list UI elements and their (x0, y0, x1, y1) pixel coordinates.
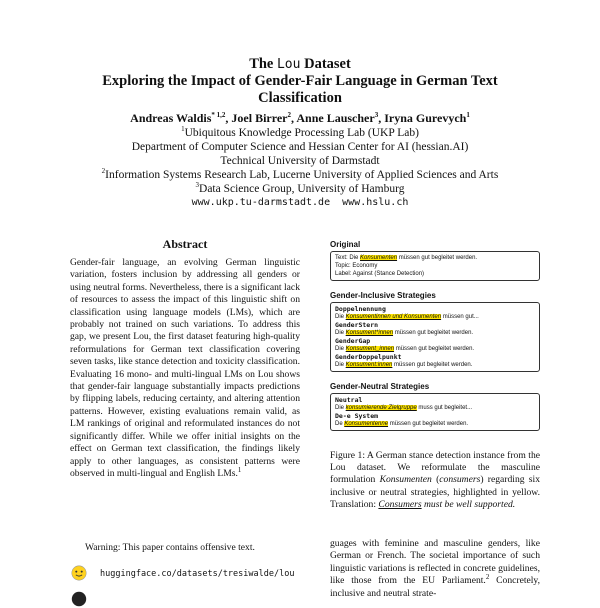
figure-inclusive-label: Gender-Inclusive Strategies (330, 291, 436, 300)
huggingface-link[interactable]: huggingface.co/datasets/tresiwalde/lou (100, 569, 295, 579)
strategy-example: Die Konsument:innen müssen gut begleitet werden. (335, 362, 473, 368)
figure-caption: Figure 1: A German stance detection instance from the Lou dataset. We reformulate the masculine formulation Konsumenten (consumers) regarding six inclusive or neutral strategies, highlighted in yellow. Translation: Consumers must be well supported. (330, 450, 540, 510)
figure-1 (330, 240, 540, 431)
paper-title (0, 56, 600, 107)
abstract-text: Gender-fair language, an evolving German linguistic variation, fosters inclusion by addressing all genders or using neutral forms. Nevertheless, there is a significant lack of resources to assess the impact of this linguistic shift on classification using language models (LMs), which are probably not trained on such variations. To address this gap, we present Lou, the first dataset featuring high-quality reformulations for German text classification covering seven tasks, like stance detection and toxicity classification. Evaluating 16 mono- and multi-lingual LMs on Lou shows that gender-fair language substantially impacts predictions by flipping labels, reducing certainty, and altering attention patterns. However, existing evaluations remain valid, as LM rankings of original and reformulated instances do not significantly differ. While we offer initial insights on the effect on German text classification, the findings likely apply to other languages, as consistent patterns were observed in multi-lingual and English LMs.$^1$ (70, 257, 300, 479)
title-line-3: Classification (258, 90, 342, 106)
author-name: , Iryna Gurevych (378, 111, 467, 125)
affiliations (0, 126, 600, 210)
author-list: Andreas Waldis$^{* 1,2}$, Joel Birrer$^2$, Anne Lauscher$^3$, Iryna Gurevych$^1$ (130, 111, 470, 125)
title-line-2: Exploring the Impact of Gender-Fair Language in German Text (102, 73, 498, 89)
affiliation-1b: Department of Computer Science and Hessian Center for AI (hessian.AI) (131, 141, 469, 153)
affiliation-urls[interactable]: www.ukp.tu-darmstadt.de www.hslu.ch (191, 197, 409, 208)
affiliation-1c: Technical University of Darmstadt (220, 155, 380, 167)
strategy-name: De-e System (335, 412, 379, 420)
author-name: , Joel Birrer (225, 111, 288, 125)
figure-inclusive-box (330, 302, 540, 372)
body-text-right: guages with feminine and masculine genders, like German or French. The societal importance of such linguistic variations is reflected in concrete guidelines, like those from the EU Parliament.$^2$ Concretely, inclusive and neutral strate- (330, 538, 541, 599)
affiliation-3: $^3$Data Science Group, University of Hamburg (195, 181, 405, 195)
original-topic-line: Topic: Economy (335, 263, 378, 269)
figure-neutral-label: Gender-Neutral Strategies (330, 382, 430, 391)
strategy-example: Die konsumierende Zielgruppe muss gut begleitet... (335, 405, 473, 411)
strategy-example: De Konsumentenne müssen gut begleitet werden. (335, 421, 469, 427)
affiliation-2: $^2$Information Systems Research Lab, Lucerne University of Applied Sciences and Arts (101, 167, 499, 181)
strategy-name: GenderGap (335, 337, 371, 345)
figure-neutral-box (330, 393, 540, 431)
affiliation-1: $^1$Ubiquitous Knowledge Processing Lab (UKP Lab) (181, 125, 419, 139)
author-name: , Anne Lauscher (291, 111, 375, 125)
strategy-name: GenderDoppelpunkt (335, 353, 402, 361)
strategy-name: Neutral (335, 396, 363, 404)
author-name: Andreas Waldis (130, 111, 212, 125)
original-stance-line: Label: Against (Stance Detection) (335, 271, 425, 277)
huggingface-icon (70, 564, 88, 582)
strategy-example: Die Konsument_innen müssen gut begleitet werden. (335, 346, 475, 352)
original-text-line: Text: Die Konsumenten müssen gut begleitet werden. (335, 255, 478, 261)
strategy-example: Die Konsument*innen müssen gut begleitet werden. (335, 330, 474, 336)
strategy-name: Doppelnennung (335, 305, 386, 313)
title-line-1: The Lou Dataset (249, 56, 351, 72)
github-icon (70, 590, 88, 608)
abstract-heading: Abstract (162, 237, 208, 251)
figure-original-box (330, 251, 540, 281)
strategy-name: GenderStern (335, 321, 379, 329)
warning-note: Warning: This paper contains offensive text. (85, 542, 255, 553)
strategy-example: Die Konsumentinnen und Konsumenten müssen gut... (335, 314, 479, 320)
figure-original-label: Original (330, 240, 361, 249)
